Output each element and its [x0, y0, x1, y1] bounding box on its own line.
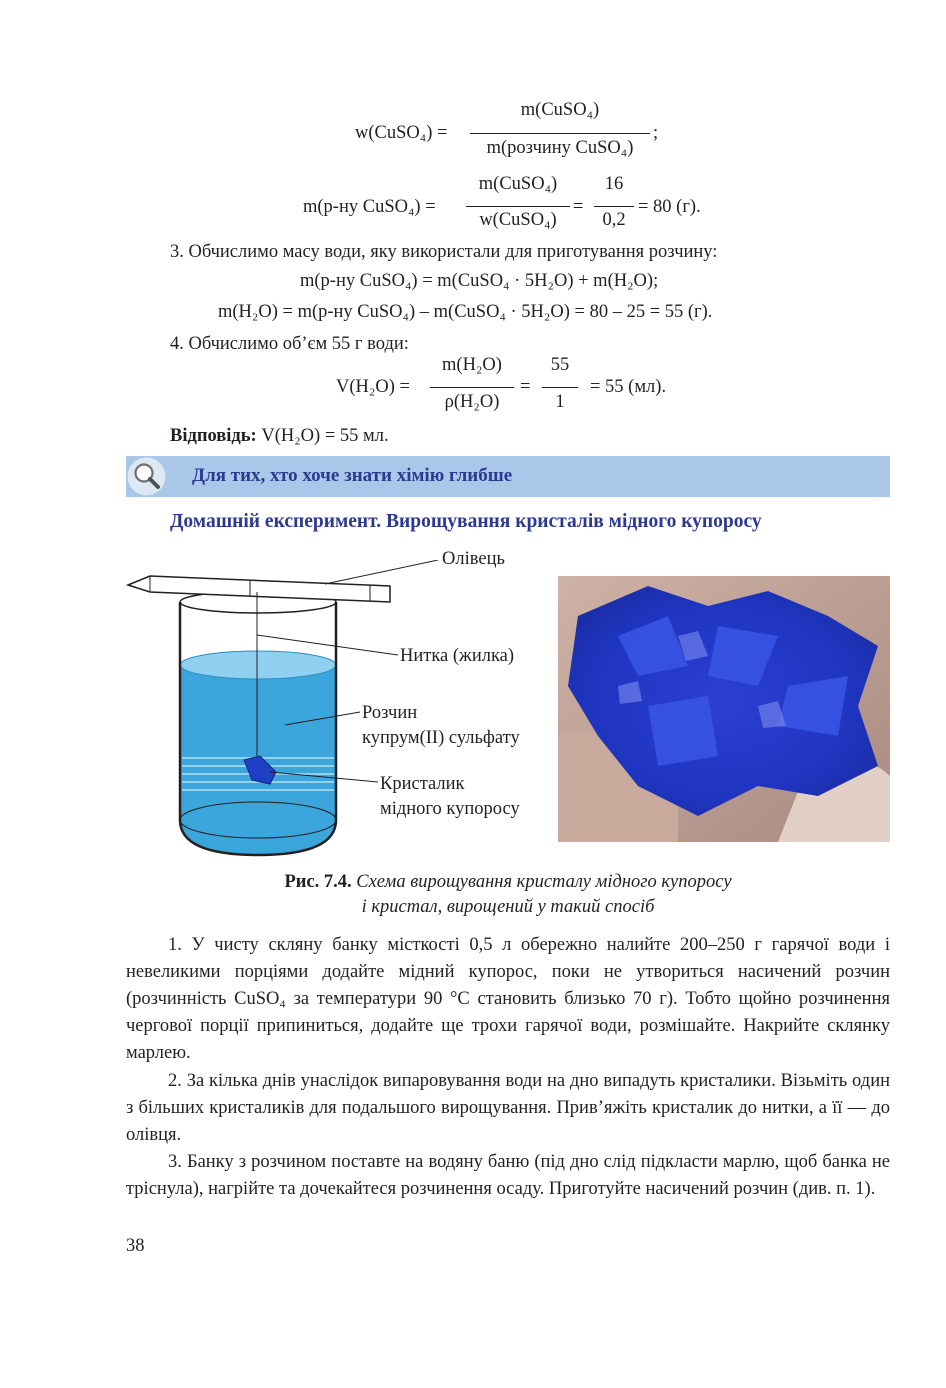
paragraph-3 — [126, 1149, 890, 1203]
figure-caption-text1: Схема вирощування кристалу мідного купоросу — [356, 872, 732, 892]
formula-mass-solution-lhs: m(р-ну CuSO₄) = — [303, 197, 436, 217]
formula-w-denominator: m(розчину CuSO₄) — [486, 138, 634, 158]
experiment-title: Домашній експеримент. Вирощування кристалів мідного купоросу — [170, 511, 762, 532]
formula-mass-denominator: w(CuSO₄) — [479, 210, 557, 230]
formula-volume-den2: 1 — [555, 392, 565, 412]
paragraph-2 — [126, 1068, 890, 1149]
answer-label: Відповідь: — [170, 426, 257, 446]
formula-value-numerator: 16 — [604, 174, 624, 194]
paragraph-1 — [126, 932, 890, 1067]
formula-volume-num2: 55 — [550, 355, 570, 375]
formula-equals: = — [520, 377, 531, 397]
answer-line — [170, 425, 389, 447]
step3-equation-1: m(р-ну CuSO₄) = m(CuSO₄ · 5H₂O) + m(H₂O); — [300, 271, 659, 291]
page-number: 38 — [126, 1236, 145, 1256]
formula-w-numerator: m(CuSO₄) — [520, 100, 600, 120]
formula-semicolon: ; — [653, 123, 659, 143]
formula-w-lhs: w(CuSO₄) = — [355, 123, 448, 143]
fraction-bar — [594, 206, 634, 207]
fraction-bar — [542, 387, 578, 388]
step3-equation-2: m(H₂O) = m(р-ну CuSO₄) – m(CuSO₄ · 5H₂O) = 80 – 25 = 55 (г). — [218, 302, 713, 322]
formula-mass-numerator: m(CuSO₄) — [478, 174, 558, 194]
label-solution-line1: Розчин — [362, 703, 418, 723]
label-crystal-line1: Кристалик — [380, 774, 465, 794]
formula-volume-numerator: m(H₂O) — [442, 355, 502, 375]
answer-text: V(H₂O) = 55 мл. — [261, 426, 389, 446]
step3-heading: 3. Обчислимо масу води, яку використали для приготування розчину: — [170, 242, 718, 262]
label-pencil: Олівець — [442, 549, 505, 569]
magnifier-icon — [126, 456, 167, 497]
figure-caption-line1 — [0, 872, 946, 893]
step4-heading: 4. Обчислимо об’єм 55 г води: — [170, 334, 409, 354]
fraction-bar — [470, 133, 650, 134]
crystal-photo — [558, 576, 890, 842]
formula-result: = 80 (г). — [638, 197, 701, 217]
formula-volume-result: = 55 (мл). — [590, 377, 667, 397]
fraction-bar — [430, 387, 514, 388]
label-crystal-line2: мідного купоросу — [380, 799, 520, 819]
formula-value-denominator: 0,2 — [602, 210, 626, 230]
banner-title: Для тих, хто хоче знати хімію глибше — [192, 465, 513, 486]
formula-equals: = — [573, 197, 584, 217]
fraction-bar — [466, 206, 570, 207]
beaker-diagram — [120, 560, 560, 870]
label-thread: Нитка (жилка) — [400, 646, 515, 666]
formula-volume-lhs: V(H₂O) = — [336, 377, 410, 397]
figure-caption-line2: і кристал, вирощений у такий спосіб — [361, 897, 655, 917]
label-solution-line2: купрум(ІІ) сульфату — [362, 728, 520, 748]
formula-volume-denominator: ρ(H₂O) — [444, 392, 500, 412]
paragraph-3-text: 3. Банку з розчином поставте на водяну баню (під дно слід підкласти марлю, щоб банка не тріснула), нагрійте та дочекайтеся розчинення осаду. Приготуйте насичений розчин (див. п. 1). — [126, 1152, 890, 1199]
paragraph-2-text: 2. За кілька днів унаслідок випаровування води на дно випадуть кристалики. Візьміть один з більших кристаликів для подальшого вирощування. Прив’яжіть кристалик до нитки, а її — до олівця. — [126, 1071, 890, 1145]
paragraph-1-text: 1. У чисту скляну банку місткості 0,5 л обережно налийте 200–250 г гарячої води і невеликими порціями додайте мідний купорос, поки не утвориться насичений розчин (розчинність CuSO₄ за температури 90 °С становить близько 70 г). Тобто щойно розчинення чергової порції припиниться, додайте ще трохи гарячої води, розмішайте. Накрийте склянку марлею. — [126, 935, 890, 1063]
figure-caption-label: Рис. 7.4. — [284, 872, 352, 892]
